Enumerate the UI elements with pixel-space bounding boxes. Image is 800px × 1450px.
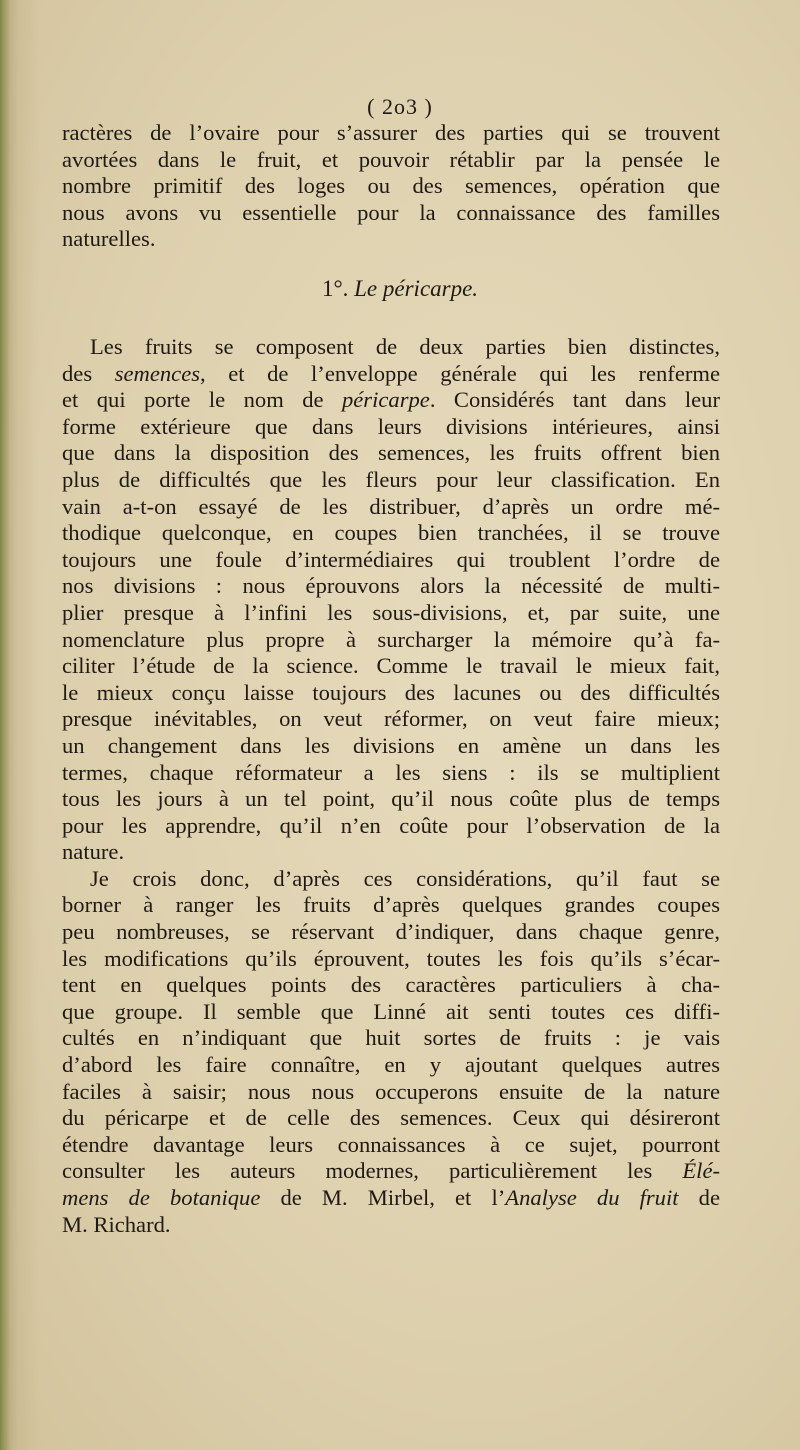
text-span: des <box>62 360 115 386</box>
text-line: borner à ranger les fruits d’après quelques grandes coupes <box>62 892 720 918</box>
text-line: ractères de l’ovaire pour s’assurer des parties qui se trouvent <box>62 120 720 145</box>
section-heading <box>0 276 800 302</box>
text-line: plier presque à l’infini les sous-divisions, et, par suite, une <box>62 599 720 625</box>
text-line: nous avons vu essentielle pour la connaissance des familles <box>62 199 720 225</box>
text-line: Je crois donc, d’après ces considérations, qu’il faut se <box>90 865 720 891</box>
book-title-elemens-cont: mens de botanique <box>62 1185 261 1210</box>
text-line: tent en quelques points des caractères particuliers à cha- <box>62 972 720 998</box>
text-line: d’abord les faire connaître, en y ajoutant quelques autres <box>62 1052 720 1078</box>
text-line <box>62 1185 720 1212</box>
text-line: avortées dans le fruit, et pouvoir rétablir par la pensée le <box>62 146 720 172</box>
term-semences: semences <box>114 360 201 386</box>
text-span: , et de l’enveloppe générale qui les renferme <box>200 360 720 386</box>
text-line: un changement dans les divisions en amène un dans les <box>62 732 720 758</box>
text-line: thodique quelconque, en coupes bien tranchées, il se trouve <box>62 520 720 546</box>
text-line <box>62 361 720 388</box>
text-line: nature. <box>62 839 125 865</box>
text-line: le mieux conçu laisse toujours des lacunes ou des difficultés <box>62 679 720 705</box>
text-line: forme extérieure que dans leurs divisions intérieures, ainsi <box>62 413 720 439</box>
text-line: presque inévitables, on veut réformer, on veut faire mieux; <box>62 706 720 732</box>
text-line: M. Richard. <box>62 1211 171 1237</box>
text-line: nomenclature plus propre à surcharger la mémoire qu’à fa- <box>62 626 720 652</box>
text-line: que groupe. Il semble que Linné ait senti toutes ces diffi- <box>62 998 720 1024</box>
text-line: que dans la disposition des semences, les fruits offrent bien <box>62 440 720 466</box>
text-line: du péricarpe et de celle des semences. Ceux qui désireront <box>62 1105 720 1131</box>
text-line: les modifications qu’ils éprouvent, toutes les fois qu’ils s’écar- <box>62 945 720 971</box>
text-line: faciles à saisir; nous nous occuperons ensuite de la nature <box>62 1078 720 1104</box>
text-line: Les fruits se composent de deux parties bien distinctes, <box>90 334 720 359</box>
section-number: 1°. <box>321 276 349 301</box>
text-line: termes, chaque réformateur a les siens : ils se multiplient <box>62 759 720 785</box>
text-line: plus de difficultés que les fleurs pour leur classification. En <box>62 466 720 492</box>
book-title-elemens: Élé- <box>682 1158 720 1184</box>
text-span: consulter les auteurs modernes, particulièrement les <box>62 1158 683 1184</box>
page-number: ( 2o3 ) <box>367 94 433 119</box>
text-span: de M. Mirbel, et l’ <box>260 1185 506 1210</box>
text-line: nombre primitif des loges ou des semences, opération que <box>62 173 720 199</box>
text-line <box>62 1158 720 1185</box>
text-span: . Considérés tant dans leur <box>429 387 720 413</box>
text-line: naturelles. <box>62 226 156 252</box>
paragraph-fruits <box>62 334 720 1238</box>
text-span: et qui porte le nom de <box>62 387 342 413</box>
text-line: étendre davantage leurs connaissances à ce sujet, pourront <box>62 1131 720 1157</box>
text-line: toujours une foule d’intermédiaires qui troublent l’ordre de <box>62 546 720 572</box>
section-title: Le péricarpe. <box>354 276 479 301</box>
text-line <box>62 387 720 414</box>
text-line: vain a-t-on essayé de les distribuer, d’après un ordre mé- <box>62 493 720 519</box>
paragraph-continuation <box>62 120 720 253</box>
text-line: cultés en n’indiquant que huit sortes de fruits : je vais <box>62 1025 720 1051</box>
text-line: ciliter l’étude de la science. Comme le travail le mieux fait, <box>62 653 720 679</box>
term-pericarpe: péricarpe <box>341 387 430 413</box>
text-line: nos divisions : nous éprouvons alors la nécessité de multi- <box>62 573 720 599</box>
text-span: de <box>678 1185 720 1210</box>
text-line: tous les jours à un tel point, qu’il nous coûte plus de temps <box>62 786 720 812</box>
text-line: peu nombreuses, se réservant d’indiquer, dans chaque genre, <box>62 919 720 945</box>
book-title-analyse: Analyse du fruit <box>505 1185 679 1210</box>
text-line: pour les apprendre, qu’il n’en coûte pour l’observation de la <box>62 812 720 838</box>
page-edge-discoloration <box>0 0 10 1450</box>
